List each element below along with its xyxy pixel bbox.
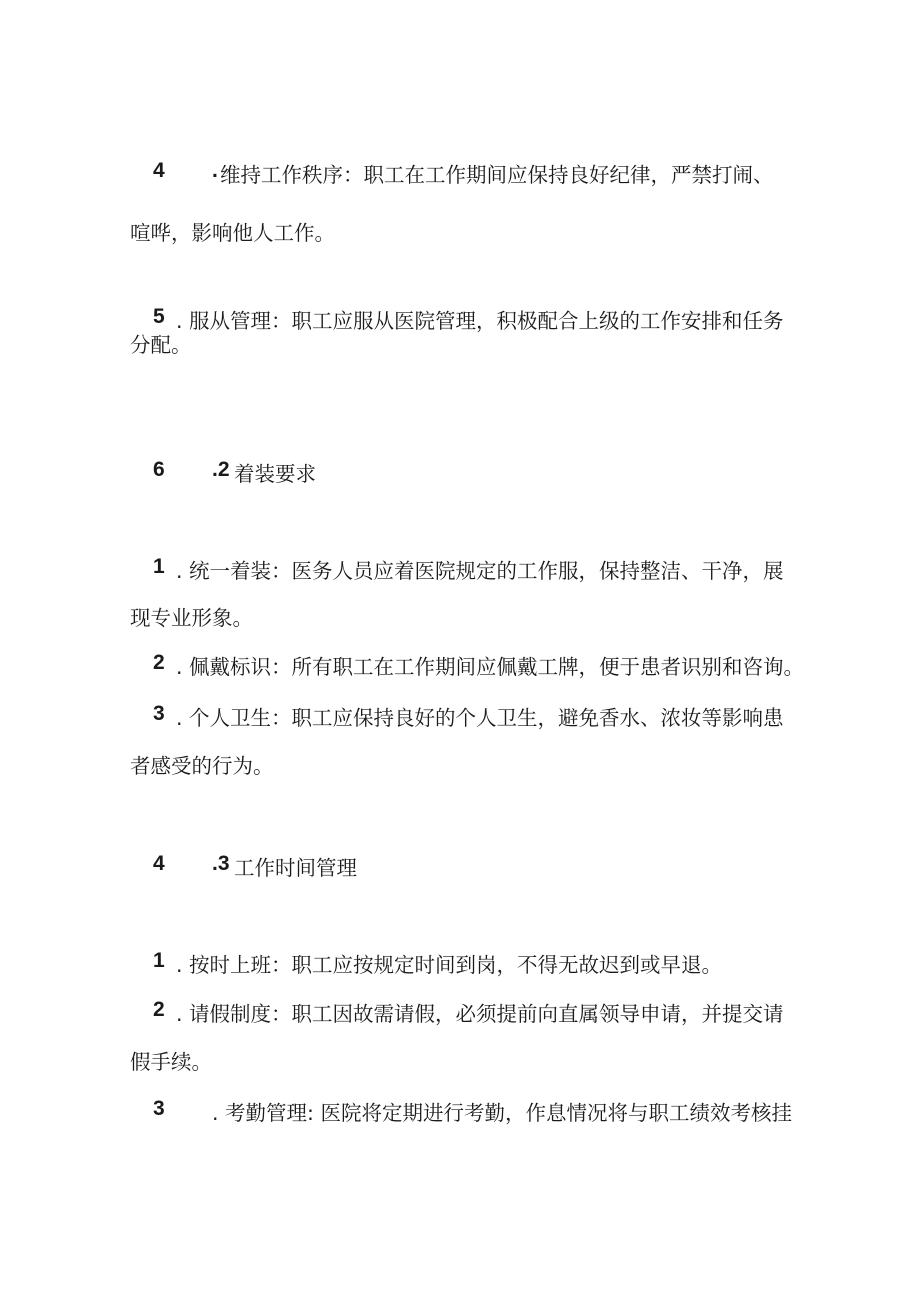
item-number: 1 bbox=[153, 949, 165, 972]
item-number: 1 bbox=[153, 555, 165, 578]
item-number: 2 bbox=[153, 651, 165, 674]
paragraph-line: . 按时上班：职工应按规定时间到岗，不得无故迟到或早退。 bbox=[176, 953, 723, 977]
heading-number: 6 bbox=[153, 458, 165, 481]
item-number: 3 bbox=[153, 702, 165, 725]
paragraph-line: 现专业形象。 bbox=[130, 606, 253, 630]
heading-subnumber: .3 bbox=[212, 852, 230, 875]
paragraph-line: 假手续。 bbox=[130, 1050, 212, 1074]
item-number: 2 bbox=[153, 998, 165, 1021]
paragraph-line: . 考勤管理: 医院将定期进行考勤，作息情况将与职工绩效考核挂 bbox=[212, 1101, 792, 1125]
paragraph-line: 分配。 bbox=[130, 333, 192, 357]
paragraph-line: . 个人卫生：职工应保持良好的个人卫生，避免香水、浓妆等影响患 bbox=[176, 706, 784, 730]
item-number: 5 bbox=[153, 305, 165, 328]
section-heading: 工作时间管理 bbox=[234, 856, 357, 880]
item-number: 3 bbox=[153, 1097, 165, 1120]
paragraph-line: 者感受的行为。 bbox=[130, 754, 274, 778]
heading-number: 4 bbox=[153, 852, 165, 875]
paragraph-line: . 佩戴标识：所有职工在工作期间应佩戴工牌，便于患者识别和咨询。 bbox=[176, 655, 805, 679]
paragraph-line: 喧哗，影响他人工作。 bbox=[130, 221, 335, 245]
paragraph-line: . 请假制度：职工因故需请假，必须提前向直属领导申请，并提交请 bbox=[176, 1002, 784, 1026]
heading-subnumber: .2 bbox=[212, 458, 230, 481]
section-heading: 着装要求 bbox=[234, 462, 316, 486]
paragraph-line: . 服从管理：职工应服从医院管理，积极配合上级的工作安排和任务 bbox=[176, 309, 784, 333]
item-dot: . bbox=[212, 159, 218, 182]
paragraph-line: . 统一着装：医务人员应着医院规定的工作服，保持整洁、干净，展 bbox=[176, 559, 784, 583]
paragraph-line: 维持工作秩序：职工在工作期间应保持良好纪律，严禁打闹、 bbox=[220, 163, 774, 187]
item-number: 4 bbox=[153, 159, 165, 182]
